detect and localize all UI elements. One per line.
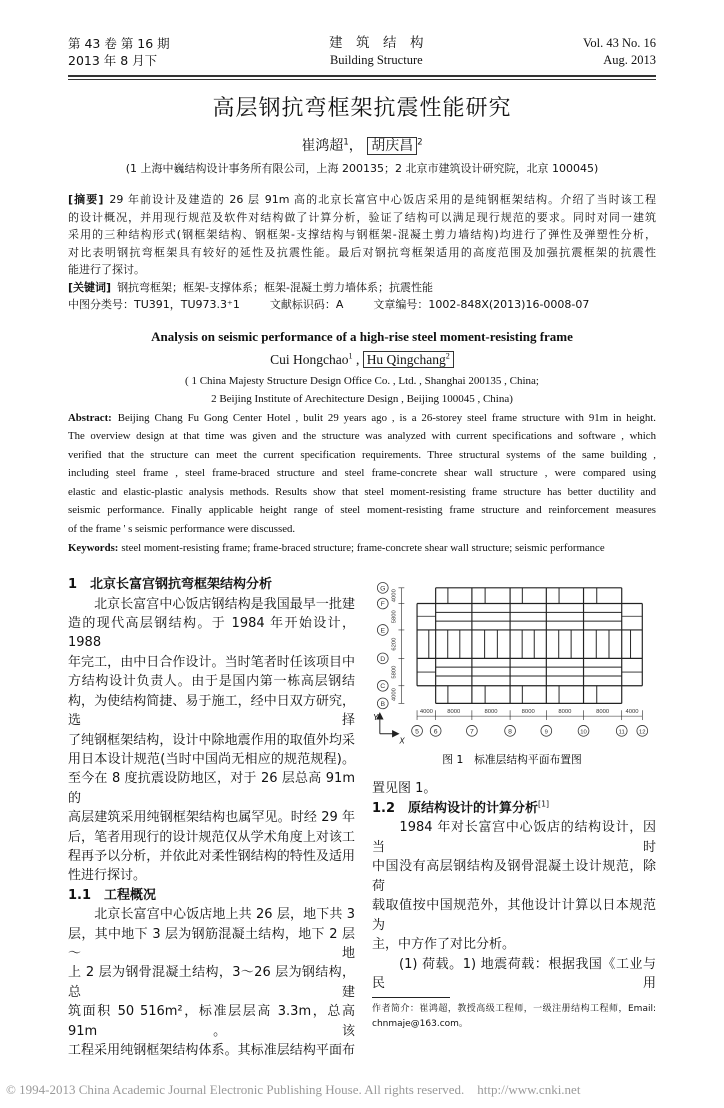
body-columns: [68, 575, 656, 1060]
column-dimension-label: 4000: [419, 709, 433, 716]
section-heading-1-1: 1.1 工程概况: [68, 887, 157, 903]
classification-line: [68, 296, 656, 314]
journal-name-en: Building Structure: [329, 53, 423, 67]
column-axis-label: 10: [580, 729, 587, 736]
keywords-en: [68, 539, 656, 558]
page-title: 高层钢抗弯框架抗震性能研究: [212, 96, 512, 121]
abstract-text: 29 年前设计及建造的 26 层 91m 高的北京长富宫中心饭店采用的是纯钢框架结构。介绍了当时该工程: [109, 193, 657, 206]
body-line: 后，笔者用现行的设计规范仅从学术角度上对该工: [68, 829, 355, 845]
column-axis-label: 9: [544, 729, 548, 736]
abstract-cn: [68, 191, 656, 314]
abstract-line: 对比表明钢抗弯框架具有较好的延性及抗震性能。最后对钢抗弯框架适用的高度范围及加强抗震框架的抗震性: [68, 245, 656, 259]
body-line: (1) 荷载。1) 地震荷载：根据我国《工业与民用: [372, 956, 656, 992]
column-axis-label: 6: [433, 728, 438, 736]
keywords-value: 钢抗弯框架；框架-支撑体系；框架-混凝土剪力墙体系；抗震性能: [117, 280, 433, 294]
left-column: [68, 575, 355, 1060]
journal-name: [329, 35, 424, 69]
title-en: Analysis on seismic performance of a high-rise steel moment-resisting frame: [151, 328, 573, 344]
abstract-line: verified that the structure can meet the current specification requirements. Three structural systems of the same building ,: [68, 448, 656, 461]
author-separator: ,: [352, 351, 363, 367]
abstract-line: 的设计概况，并用现行规范及软件对结构做了计算分析，验证了结构可以满足现行规范的要求。同时对同一建筑: [68, 210, 656, 224]
body-line: 构，为使结构简捷、易于施工，经中日双方研究，选择: [68, 693, 355, 729]
author-separator: ，: [348, 138, 363, 154]
column-dimension-label: 4000: [625, 709, 639, 716]
row-dimension-label: 6200: [391, 637, 398, 651]
row-dimension-label: 5800: [391, 610, 398, 624]
row-dimension-label: 5800: [391, 665, 398, 679]
row-axis-label: G: [380, 585, 386, 593]
author-name-boxed: [363, 351, 454, 368]
body-line: 造的现代高层钢结构。于 1984 年开始设计，1988: [68, 616, 355, 651]
row-axis-label: D: [380, 656, 386, 664]
column-dimension-label: 8000: [521, 709, 535, 716]
citation-ref[interactable]: [1]: [538, 799, 550, 809]
column-axis-label: 8: [508, 728, 512, 736]
row-axis-label: F: [380, 601, 385, 609]
body-line: 工程采用纯钢框架结构体系。其标准层结构平面布: [68, 1043, 355, 1058]
issue-info-en: [583, 35, 656, 69]
abstract-line: 采用的三种结构形式(钢框架结构、钢框架-支撑结构与钢框架-混凝土剪力墙结构)均进行了弹性及弹塑性分析，: [68, 228, 656, 241]
keywords-label: [关键词]: [68, 280, 112, 294]
author-name-boxed: 胡庆昌: [367, 137, 417, 155]
body-line: 至今在 8 度抗震设防地区，对于 26 层总高 91m 的: [68, 771, 355, 806]
abstract-line: seismic performance. Finally applicable height range of steel moment-resisting frame structure and reinforcement measures: [68, 504, 656, 517]
row-axis-label: C: [380, 683, 386, 691]
volume-issue-en: Vol. 43 No. 16: [582, 36, 656, 50]
section-heading-1: 1 北京长富宫钢抗弯框架结构分析: [68, 577, 273, 593]
abstract-line: The overview design at that time was given and the structure was analyzed with current specifications and software , which: [68, 430, 656, 443]
body-line: 年完工，由中日合作设计。当时笔者时任该项目中: [68, 654, 355, 670]
clc-number: 中图分类号：TU391，TU973.3⁺1: [68, 298, 240, 311]
affiliation-en-1: ( 1 China Majesty Structure Design Office Co. , Ltd. , Shanghai 200135 , China;: [185, 374, 539, 387]
heading-text: 1.2 原结构设计的计算分析: [372, 800, 539, 816]
body-line: 程再予以分析，并依此对柔性钢结构的特性及适用: [68, 848, 355, 864]
right-column: [372, 575, 656, 1060]
body-line: 主，中方作了对比分析。: [372, 937, 516, 953]
author-name: 崔鸿超: [301, 138, 344, 154]
axis-indicator: [377, 713, 399, 737]
body-line: 用日本设计规范(当时中国尚无相应的规范规程)。: [68, 751, 355, 767]
column-axis-label: 5: [415, 728, 419, 736]
column-dimension-label: 8000: [558, 709, 572, 716]
author-affil-sup: 1: [348, 351, 353, 360]
keywords-value: steel moment-resisting frame; frame-braced structure; frame-concrete shear wall structure; seismic performance: [121, 541, 605, 554]
date-cn: 2013 年 8 月下: [68, 53, 158, 68]
running-header: [68, 35, 656, 69]
body-line: 载取值按中国规范外，其他设计计算以日本规范为: [372, 898, 656, 933]
authors-en: [68, 350, 656, 370]
abstract-line: [68, 409, 656, 428]
body-line: 北京长富宫中心饭店地上共 26 层，地下共 3: [68, 907, 355, 923]
header-rule: [68, 75, 656, 80]
column-dimension-label: 8000: [596, 709, 610, 716]
figure-caption: 图 1 标准层结构平面布置图: [442, 753, 582, 767]
column-axis-label: 11: [618, 729, 625, 736]
abstract-line: elastic and elastic-plastic analysis methods. Results show that steel moment-resisting frame structure has better ductility and: [68, 485, 656, 498]
footnote-line: 作者简介：崔鸿超，教授高级工程师，一级注册结构工程师，Email:: [372, 1003, 656, 1014]
column-axis-label: 7: [469, 728, 474, 736]
section-heading-1-2: [372, 799, 656, 819]
continued-line: 置见图 1。: [372, 781, 437, 797]
column-axis-label: 12: [639, 729, 646, 736]
row-dimension-label: 4000: [391, 688, 398, 702]
row-dimension-label: 4000: [391, 589, 398, 603]
author-name: Cui Hongchao: [270, 351, 349, 367]
journal-name-cn: 建 筑 结 构: [329, 35, 424, 51]
row-axis-label: B: [380, 701, 386, 709]
document-code: 文献标识码：A: [269, 298, 344, 311]
volume-issue-cn: 第 43 卷 第 16 期: [68, 36, 170, 51]
abstract-line: of the frame ' s seismic performance were discussed.: [68, 523, 296, 536]
axis-y-label: Y: [372, 713, 379, 723]
abstract-line: 能进行了探讨。: [68, 263, 145, 276]
body-line: 1984 年对长富宫中心饭店的结构设计，因当时: [372, 820, 656, 855]
author-name: Hu Qingchang: [366, 351, 446, 367]
authors-cn: [68, 136, 656, 156]
abstract-label: [摘要]: [68, 193, 104, 206]
column-dimension-label: 8000: [447, 709, 461, 716]
copyright-footer: © 1994-2013 China Academic Journal Electronic Publishing House. All rights reserved. http://www.cnki.net: [6, 1082, 581, 1098]
body-line: 中国没有高层钢结构及钢骨混凝土设计规范，除荷: [372, 859, 656, 894]
body-line: 层，其中地下 3 层为钢筋混凝土结构，地下 2 层～地: [68, 926, 355, 961]
abstract-text: Beijing Chang Fu Gong Center Hotel , bulit 29 years ago , is a 26-storey steel frame structure with 91m in height.: [117, 411, 656, 424]
abstract-line: [68, 191, 656, 209]
date-en: Aug. 2013: [603, 53, 656, 67]
body-line: 性进行探讨。: [68, 868, 147, 884]
body-line: 北京长富宫中心饭店钢结构是我国最早一批建: [68, 596, 355, 612]
affiliation-en-2: 2 Beijing Institute of Arechitecture Design , Beijing 100045 , China): [211, 392, 513, 405]
abstract-line: including steel frame , steel frame-braced structure and steel frame-concrete shear wall structure , were compared using: [68, 467, 656, 480]
keywords-cn: [68, 279, 656, 297]
author-affil-sup: 1: [343, 136, 349, 147]
column-dimension-label: 8000: [484, 709, 498, 716]
body-line: 上 2 层为钢骨混凝土结构，3～26 层为钢结构，总建: [68, 965, 355, 1000]
body-line: 高层建筑采用纯钢框架结构也属罕见。时经 29 年: [68, 810, 355, 826]
body-line: 方结构设计负责人。由于是国内第一栋高层钢结: [68, 674, 355, 690]
keywords-label: Keywords:: [68, 541, 119, 554]
author-affil-sup: 2: [445, 351, 450, 360]
author-footnote: [372, 1002, 656, 1032]
author-affil-sup: 2: [417, 136, 423, 147]
row-axis-label: E: [380, 627, 386, 635]
affiliation-cn: (1 上海中巍结构设计事务所有限公司，上海 200135；2 北京市建筑设计研究院，北京 100045): [125, 162, 599, 175]
abstract-label: Abstract:: [68, 411, 112, 424]
footnote-rule: [372, 997, 450, 998]
issue-info: [68, 35, 170, 69]
body-line: 了纯钢框架结构，设计中除地震作用的取值外均采: [68, 732, 355, 748]
figure-1-floor-plan: [372, 575, 656, 775]
article-number: 文章编号：1002-848X(2013)16-0008-07: [373, 298, 590, 311]
axis-x-label: X: [399, 736, 405, 746]
abstract-en: [68, 409, 656, 558]
footnote-line: chnmaje@163.com。: [372, 1018, 468, 1029]
body-line: 筑面积 50 516m²，标准层层高 3.3m，总高 91m。该: [68, 1004, 355, 1039]
